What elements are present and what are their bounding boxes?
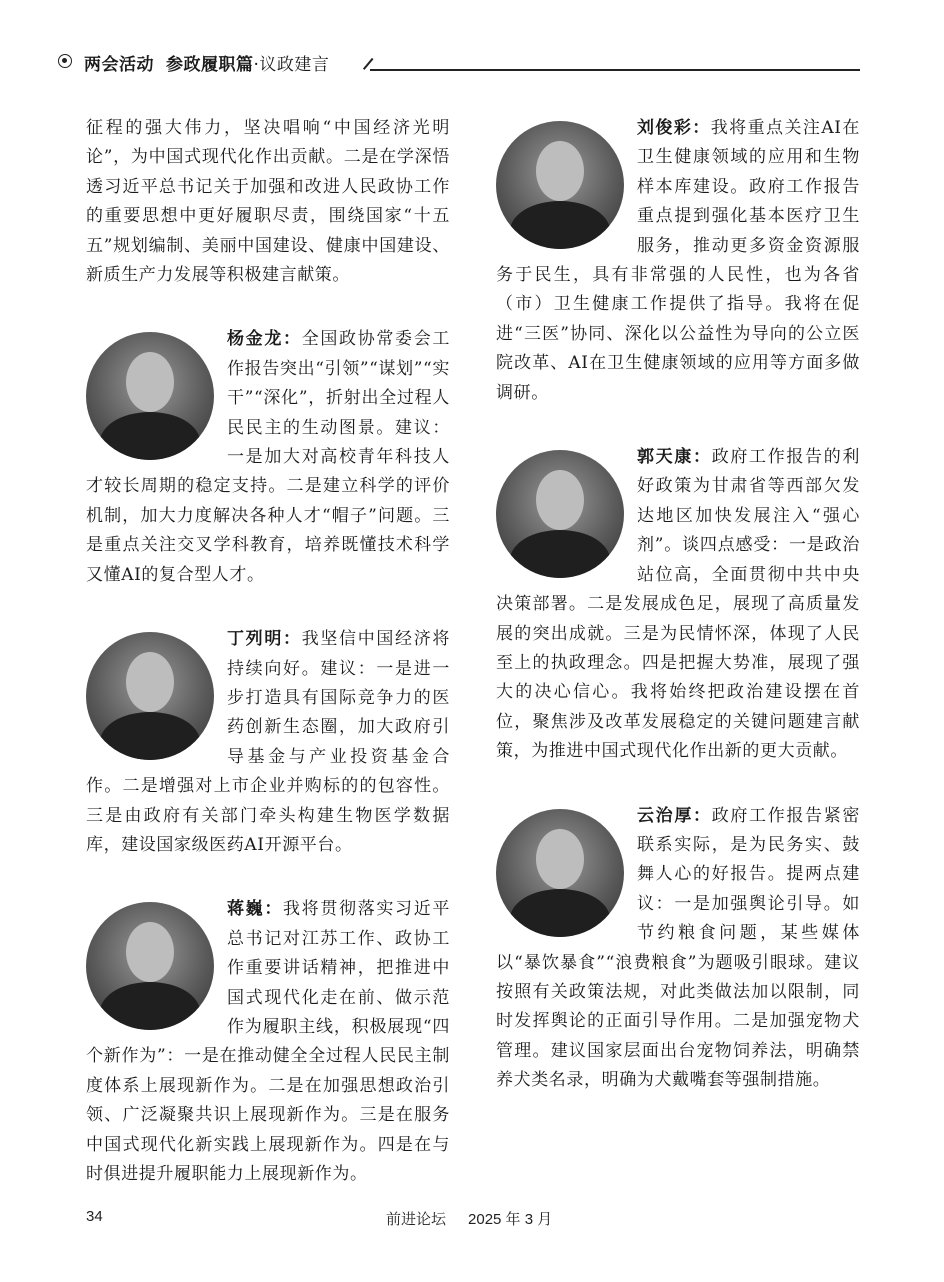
entry-jiang-wei — [86, 895, 450, 1189]
header-topic: 议政建言 — [259, 55, 330, 75]
bullseye-icon — [58, 54, 72, 68]
right-column — [496, 114, 860, 1096]
portrait-photo — [496, 121, 624, 249]
portrait-photo — [496, 450, 624, 578]
speaker-text: 我将贯彻落实习近平总书记对江苏工作、政协工作重要讲话精神，把推进中国式现代化走在前、做示范作为履职主线，积极展现“四个新作为”：一是在推动健全全过程人民民主制度体系上展现新作为。二是在加强思想政治引领、广泛凝聚共识上展现新作为。三是在服务中国式现代化新实践上展现新作为。四是在与时俱进提升履职能力上展现新作为。 — [86, 899, 450, 1184]
continued-paragraph — [86, 114, 450, 290]
entry-liu-juncai — [496, 114, 860, 408]
header-title — [84, 50, 329, 75]
speaker-name: 云治厚： — [637, 805, 712, 826]
header-divider-slant — [363, 58, 373, 70]
speaker-name: 丁列明： — [227, 629, 302, 650]
portrait-photo — [86, 332, 214, 460]
continued-text: 征程的强大伟力，坚决唱响“中国经济光明论”，为中国式现代化作出贡献。二是在学深悟透习近平总书记关于加强和改进人民政协工作的重要思想中更好履职尽责，围绕国家“十五五”规划编制、美丽中国建设、健康中国建设、新质生产力发展等积极建言献策。 — [86, 118, 450, 286]
speaker-text: 全国政协常委会工作报告突出“引领”“谋划”“实干”“深化”，折射出全过程人民民主的生动图景。建议：一是加大对高校青年科技人才较长周期的稳定支持。二是建立科学的评价机制，加大力度解决各种人才“帽子”问题。三是重点关注交叉学科教育，培养既懂技术科学又懂AI的复合型人才。 — [86, 329, 450, 585]
header-section: 两会活动 — [84, 55, 154, 75]
page-header — [58, 50, 860, 76]
issue-date: 2025 年 3 月 — [468, 1211, 553, 1228]
portrait-photo — [86, 632, 214, 760]
speaker-text: 我将重点关注AI在卫生健康领域的应用和生物样本库建设。政府工作报告重点提到强化基本医疗卫生服务，推动更多资金资源服务于民生，具有非常强的人民性，也为各省（市）卫生健康工作提供了指导。我将在促进“三医”协同、深化以公益性为导向的公立医院改革、AI在卫生健康领域的应用等方面多做调研。 — [496, 118, 860, 403]
portrait-photo — [496, 809, 624, 937]
publication-name: 前进论坛 — [386, 1211, 447, 1228]
speaker-name: 郭天康： — [637, 447, 712, 468]
entry-ding-lieming — [86, 625, 450, 860]
speaker-name: 蒋巍： — [227, 899, 284, 920]
speaker-text: 我坚信中国经济将持续向好。建议：一是进一步打造具有国际竞争力的医药创新生态圈，加大政府引导基金与产业投资基金合作。二是增强对上市企业并购标的的包容性。三是由政府有关部门牵头构建生物医学数据库，建设国家级医药AI开源平台。 — [86, 629, 450, 855]
entry-guo-tiankang — [496, 443, 860, 766]
speaker-name: 杨金龙： — [227, 329, 302, 350]
header-separator: · — [253, 55, 260, 75]
footer-publication-info — [386, 1208, 552, 1229]
speaker-name: 刘俊彩： — [637, 118, 711, 138]
left-column — [86, 114, 450, 1189]
page-number: 34 — [86, 1208, 103, 1225]
speaker-text: 政府工作报告紧密联系实际，是为民务实、鼓舞人心的好报告。提两点建议：一是加强舆论引导。如节约粮食问题，某些媒体以“暴饮暴食”“浪费粮食”为题吸引眼球。建议按照有关政策法规，对此类做法加以限制，同时发挥舆论的正面引导作用。二是加强宠物犬管理。建议国家层面出台宠物饲养法，明确禁养犬类名录，明确为犬戴嘴套等强制措施。 — [496, 805, 860, 1091]
entry-yun-zhihou — [496, 802, 860, 1096]
header-rule — [370, 69, 860, 71]
portrait-photo — [86, 902, 214, 1030]
entry-yang-jinlong — [86, 325, 450, 590]
speaker-text: 政府工作报告的利好政策为甘肃省等西部欠发达地区加快发展注入“强心剂”。谈四点感受：一是政治站位高，全面贯彻中共中央决策部署。二是发展成色足，展现了高质量发展的突出成就。三是为民情怀深，体现了人民至上的执政理念。四是把握大势准，展现了强大的决心信心。我将始终把政治建设摆在首位，聚焦涉及改革发展稳定的关键问题建言献策，为推进中国式现代化作出新的更大贡献。 — [496, 447, 860, 762]
header-subsection: 参政履职篇 — [166, 55, 254, 75]
